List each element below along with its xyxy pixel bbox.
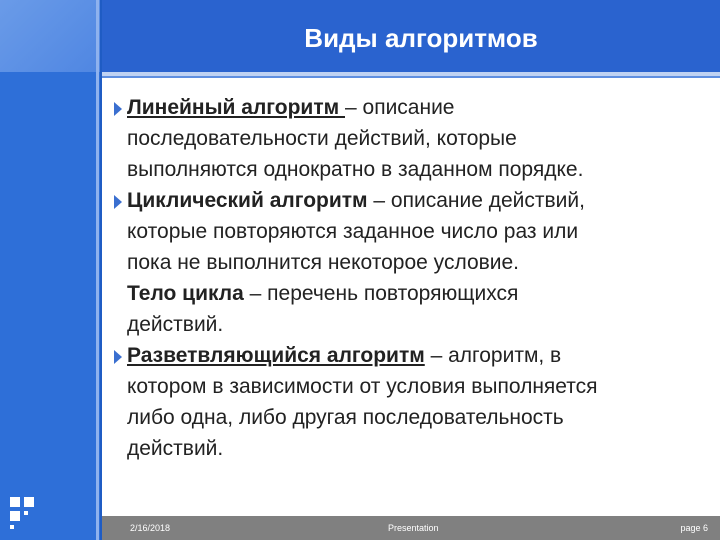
desc-cyclic-line2: которые повторяются заданное число раз или xyxy=(127,220,579,243)
footer-title: Presentation xyxy=(388,523,439,533)
term-loop-body: Тело цикла xyxy=(127,282,244,305)
term-cyclic: Циклический алгоритм xyxy=(127,189,368,212)
desc-loop-body: – перечень повторяющихся xyxy=(243,282,519,305)
desc-linear-line2: последовательности действий, которые xyxy=(127,127,517,150)
desc-linear-line3: выполняются однократно в заданном порядке. xyxy=(127,158,584,181)
footer-bar xyxy=(102,516,720,540)
slide-body xyxy=(114,92,704,464)
desc-cyclic-line3: пока не выполнится некоторое условие. xyxy=(127,251,520,274)
triangle-bullet-icon xyxy=(114,350,122,364)
desc-branching: – алгоритм, в xyxy=(424,344,562,367)
footer-date: 2/16/2018 xyxy=(130,523,171,533)
triangle-bullet-icon xyxy=(114,195,122,209)
list-item-cyclic xyxy=(114,185,704,278)
footer-page-number: page 6 xyxy=(680,523,708,533)
list-item-linear xyxy=(114,92,704,185)
list-item-loop-body xyxy=(114,278,704,340)
sidebar-stripe-dark xyxy=(100,0,102,540)
desc-branching-line2: котором в зависимости от условия выполняется xyxy=(127,375,598,398)
left-sidebar xyxy=(0,0,102,540)
sidebar-stripe xyxy=(96,0,99,540)
term-linear: Линейный алгоритм xyxy=(127,96,345,119)
sidebar-top-panel xyxy=(0,0,102,72)
desc-cyclic: – описание действий, xyxy=(367,189,585,212)
term-branching: Разветвляющийся алгоритм xyxy=(127,344,425,367)
desc-loop-body-line2: действий. xyxy=(127,313,224,336)
slide-title: Виды алгоритмов xyxy=(304,23,538,53)
list-item-branching xyxy=(114,340,704,464)
desc-linear: – описание xyxy=(345,96,455,119)
desc-branching-line3: либо одна, либо другая последовательность xyxy=(127,406,564,429)
header-divider-dark xyxy=(102,76,720,78)
desc-branching-line4: действий. xyxy=(127,437,224,460)
triangle-bullet-icon xyxy=(114,102,122,116)
squares-logo-icon xyxy=(10,497,46,531)
